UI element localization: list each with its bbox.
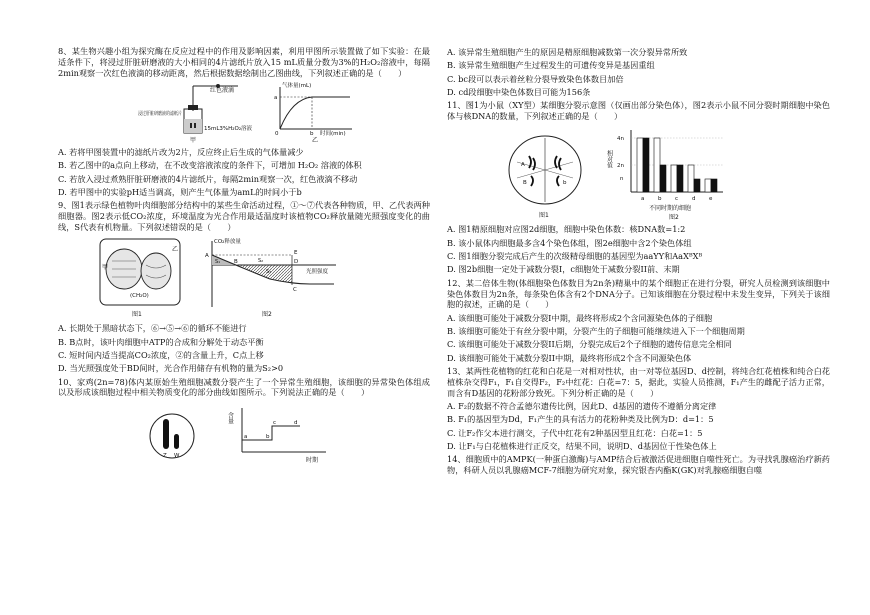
q11-bar <box>705 179 711 192</box>
q11-tick-4n: 4n <box>617 136 624 143</box>
q9-option-c: C. 短时间内适当提高CO₂浓度，②的含量上升，C点上移 <box>58 349 264 360</box>
q8-option-d: D. 若甲图中的实验pH适当调高，则产生气体量为amL的时间小于b <box>58 186 302 197</box>
q10-figures <box>58 402 430 464</box>
q8-figures <box>58 81 430 143</box>
q11-cat-b: b <box>658 196 662 203</box>
q11-option-c: C. 图1细胞分裂完成后产生的次级精母细胞的基因型为aaYY和AaXᴮXᴮ <box>447 251 703 262</box>
q10-mark-d: d <box>294 420 298 427</box>
q10-option-c: C. bc段可以表示着丝粒分裂导致染色体数目加倍 <box>447 73 624 84</box>
q11-caption-fig2: 图2 <box>669 214 679 222</box>
q11-bar <box>660 165 666 192</box>
q12-option-a: A. 该细胞可能处于减数分裂I中期，最终将形成2个含同源染色体的子细胞 <box>447 312 713 323</box>
q13-option-d: D. 让F₁与白花植株进行正反交，结果不同，说明D、d基因位于性染色体上 <box>447 441 717 452</box>
q9-xlabel: 光照强度 <box>306 269 329 276</box>
q8-option-a: A. 若将甲图装置中的滤纸片改为2片，反应终止后生成的气体量减少 <box>58 146 304 157</box>
q11-stem: 11、图1为小鼠（XY型）某细胞分裂示意图（仅画出部分染色体），图2表示小鼠不同分裂时期细胞中染色体与核DNA的数量，下列叙述正确的是（ ） <box>447 100 830 122</box>
q10-mark-b: b <box>266 434 270 441</box>
q11-bar <box>694 179 700 192</box>
q10-mark-c: c <box>273 420 277 427</box>
q10-option-d: D. cd段细胞中染色体数目可能为156条 <box>447 86 591 97</box>
q14-stem: 14、细胞质中的AMPK(一种蛋白激酶)与AMP结合后被激活促进细胞自噬性死亡。为寻找乳腺癌治疗新药物，科研人员以乳腺癌MCF-7细胞为研究对象，探究银杏内酯K(GK)对乳腺癌细胞自噬 <box>447 454 830 476</box>
q9-pt-e: E <box>294 250 298 257</box>
q9-pt-d: D <box>294 259 299 266</box>
q8-apparatus-figure <box>138 81 258 143</box>
q11-chrom-label-a: A <box>521 162 525 169</box>
q8-label-solution: 15mL3%H₂O₂溶液 <box>204 125 253 132</box>
q11-cat-c: c <box>675 196 679 203</box>
q9-curve-figure <box>200 235 338 319</box>
q11-figures <box>447 124 830 220</box>
q10-xlabel: 时期 <box>306 457 319 465</box>
q12-option-d: D. 该细胞可能处于减数分裂II中期，最终将形成2个含不同源染色体 <box>447 352 692 363</box>
q10-stem: 10、家鸡(2n=78)体内某原始生殖细胞减数分裂产生了一个异常生殖细胞，该细胞的异常染色体组成以及形成该细胞过程中相关物质变化的部分曲线如图所示。下列说法正确的是（ ） <box>58 376 430 398</box>
q9-label-yi: 乙 <box>172 246 179 254</box>
q9-pt-c: C <box>293 287 297 294</box>
q9-area-s3: S₃ <box>266 269 272 276</box>
q11-bar <box>671 165 677 192</box>
q9-option-d: D. 当光照强度处于BD间时，光合作用储存有机物的量为S₂>0 <box>58 363 284 374</box>
q11-bar <box>688 165 694 192</box>
q11-bar <box>711 179 717 192</box>
q8-origin: 0 <box>275 130 279 137</box>
q9-label-jia: 甲 <box>102 264 109 272</box>
q8-label-filter-paper: 浸过肝脏研磨液的滤纸片 <box>138 110 194 117</box>
q9-area-s2: S₂ <box>258 258 264 265</box>
q8-option-b: B. 若乙图中的a点向上移动，在不改变溶液浓度的条件下，可增加 H₂O₂ 溶液的体积 <box>58 160 362 171</box>
q10-option-b: B. 该异常生殖细胞产生过程发生的可遗传变异是基因重组 <box>447 60 655 71</box>
left-column <box>58 46 430 468</box>
q11-chrom-label-b-upper: B <box>523 180 527 187</box>
q11-option-b: B. 该小鼠体内细胞最多含4个染色体组，图2e细胞中含2个染色体组 <box>447 237 692 248</box>
q10-option-a: A. 该异常生殖细胞产生的原因是精原细胞减数第一次分裂异常所致 <box>447 47 688 57</box>
q9-pt-a: A <box>205 253 209 260</box>
q12-option-b: B. 该细胞可能处于有丝分裂中期，分裂产生的子细胞可能继续进入下一个细胞周期 <box>447 326 745 337</box>
q9-cell-figure <box>94 235 186 319</box>
q10-label-w: W <box>174 453 180 460</box>
q8-caption-jia: 甲 <box>190 136 197 144</box>
q8-mark-a: a <box>274 94 278 101</box>
q11-cell-figure <box>505 132 585 220</box>
q10-chromosome-figure <box>144 410 200 464</box>
q11-option-a: A. 图1精原细胞对应图2d细胞，细胞中染色体数：核DNA数=1:2 <box>447 224 686 235</box>
q11-bars <box>637 138 717 192</box>
q11-cat-a: a <box>641 196 645 203</box>
q8-caption-yi: 乙 <box>312 136 319 144</box>
q11-ylabel: 相对值 <box>605 150 613 169</box>
q8-mark-b: b <box>310 130 314 137</box>
q11-chrom-label-b-lower: b <box>563 180 567 187</box>
q9-option-b: B. B点时，该叶肉细胞中ATP的合成和分解处于动态平衡 <box>58 336 264 347</box>
q11-bar <box>643 138 649 192</box>
q13-option-b: B. F₁的基因型为Dd，F₁产生的具有活力的花粉种类及比例为D：d=1：5 <box>447 414 714 425</box>
q11-cat-e: e <box>709 196 713 203</box>
q9-stem: 9、图1表示绿色植物叶肉细胞部分结构中的某些生命活动过程，①～⑦代表各种物质，甲、乙代表两种细胞器。图2表示低CO₂浓度，环境温度为光合作用最适温度时该植物CO₂释放量随光照强度变化的曲线，S代表有机物量。下列叙述错误的是（ ） <box>58 200 430 232</box>
q11-caption-fig1: 图1 <box>539 212 549 220</box>
q8-label-red-drop: 红色液滴 <box>210 86 235 94</box>
q11-tick-2n: 2n <box>617 163 624 170</box>
q13-option-c: C. 让F₂作父本进行测交，子代中红花有2种基因型且红花：白花=1：5 <box>447 427 703 438</box>
q11-tick-n: n <box>620 176 624 183</box>
q13-option-a: A. F₂的数据不符合孟德尔遗传比例，因此D、d基因的遗传不遵循分离定律 <box>447 401 717 412</box>
q9-pt-b: B <box>234 259 238 266</box>
q12-stem: 12、某二倍体生物(体细胞染色体数目为2n条)精巢中的某个细胞正在进行分裂，研究人员检测到该细胞中染色体数目为2n条，每条染色体含有2个DNA分子。已知该细胞在分裂过程中未发生变异，下列关于该细胞的叙述，正确的是（ ） <box>447 277 830 310</box>
q9-label-ch2o: (CH₂O) <box>130 293 149 300</box>
right-column <box>447 47 830 479</box>
q8-option-c: C. 若放入浸过煮熟肝脏研磨液的4片滤纸片，每隔2min观察一次，红色液滴不移动 <box>58 173 358 184</box>
q11-cat-d: d <box>692 196 696 203</box>
q13-stem: 13、某两性花植物的红花和白花是一对相对性状，由一对等位基因D、d控制，将纯合红花植株和纯合白花植株杂交得F₁，F₁自交得F₂，F₂中红花：白花=7：5，据此，实验人员推测，F₁产生的雌配子活力正常，而含有D基因的花粉部分致死。下列分析正确的是（ ） <box>447 366 830 398</box>
q10-ylabel: 含量 <box>226 412 234 425</box>
q10-mark-a: a <box>244 434 248 441</box>
q11-bar <box>654 138 660 192</box>
q8-curve-figure <box>270 81 362 143</box>
q11-xlabel: 不同时期的细胞 <box>649 205 692 213</box>
q8-ylabel: 气体量(mL) <box>282 82 312 89</box>
q11-bar <box>637 138 643 192</box>
q10-line-figure <box>226 402 330 464</box>
q11-bar <box>677 165 683 192</box>
q9-figures <box>58 235 430 319</box>
q12-option-c: C. 该细胞可能处于减数分裂II后期，分裂完成后2个子细胞的遗传信息完全相同 <box>447 339 732 350</box>
q9-caption-fig2: 图2 <box>262 311 272 319</box>
q11-bar-chart <box>607 124 727 220</box>
q11-option-d: D. 图2b细胞一定处于减数分裂I，c细胞处于减数分裂II前、末期 <box>447 264 680 275</box>
q9-area-s1: S₁ <box>215 259 221 266</box>
q8-xlabel: 时间(min) <box>320 130 346 137</box>
q10-label-z: Z <box>163 453 167 460</box>
q9-caption-fig1: 图1 <box>132 311 142 319</box>
q9-option-a: A. 长期处于黑暗状态下，⑥→⑤→⑥的循环不能进行 <box>58 323 247 334</box>
q9-ylabel: CO₂释放量 <box>214 239 241 246</box>
q8-stem: 8、某生物兴趣小组为探究酶在反应过程中的作用及影响因素，利用甲图所示装置做了如下实验：在最适条件下，将浸过肝脏研磨液的大小相同的4片滤纸片放入15 mL质量分数为3%的H₂O₂溶液中，每隔2min观察一次红色液滴的移动距离，然后根据数据绘制出乙图曲线，下列叙述正确的是（ ） <box>58 46 430 78</box>
